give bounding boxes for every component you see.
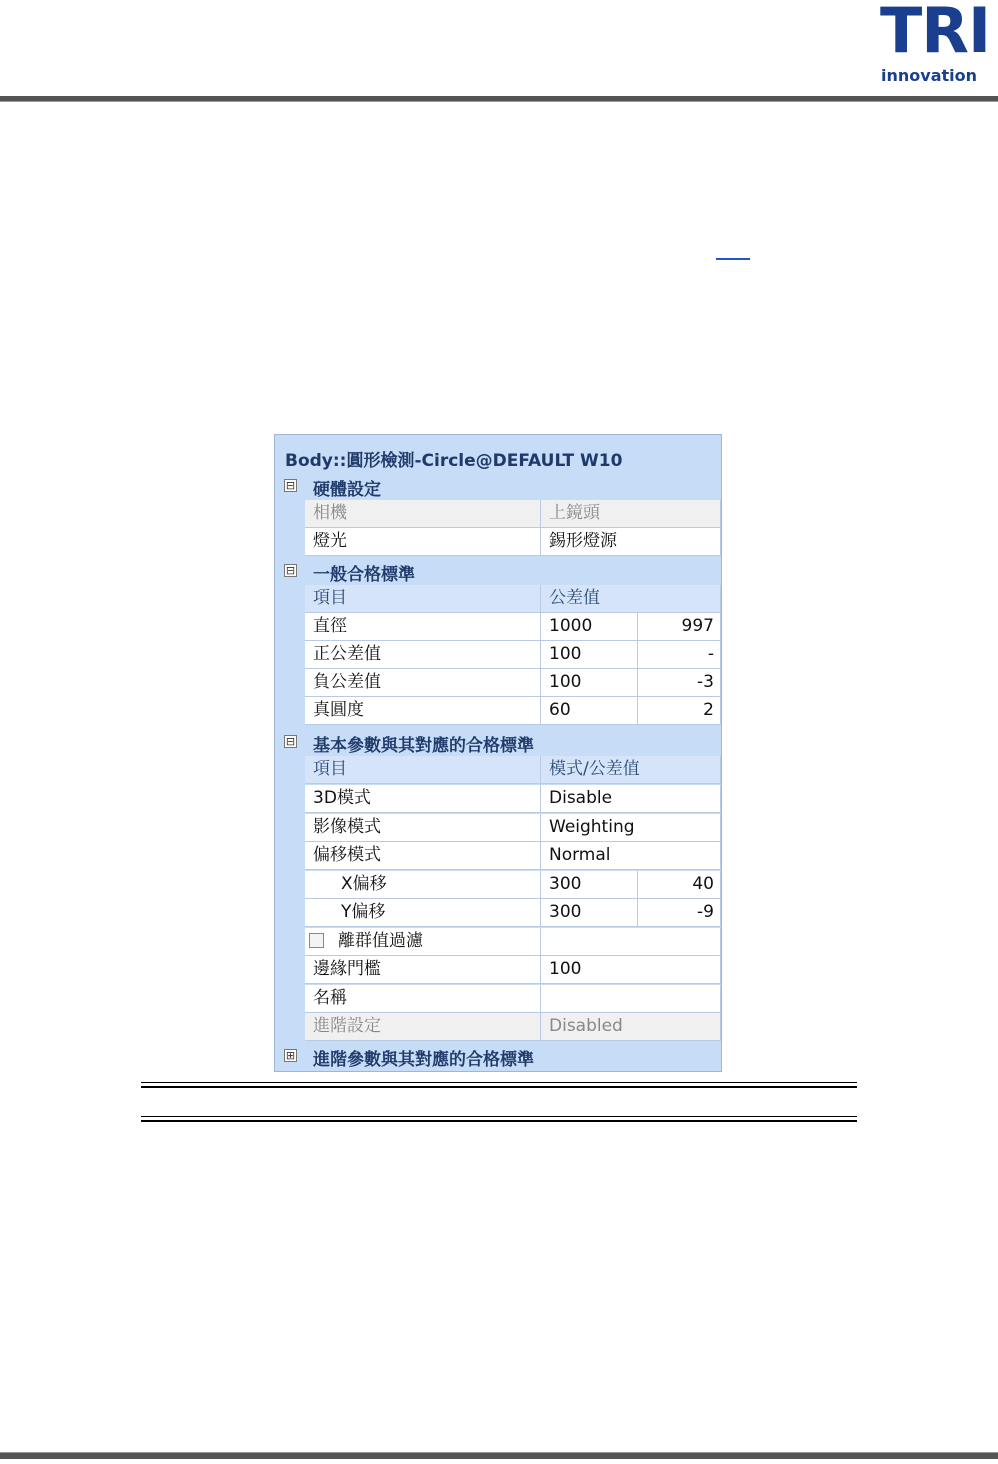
table-header-row bbox=[305, 585, 721, 613]
property-name: 真圓度 bbox=[305, 697, 541, 725]
section-label: 硬體設定 bbox=[313, 480, 381, 500]
collapse-icon[interactable]: ⊟ bbox=[285, 735, 296, 748]
property-value[interactable]: Disable bbox=[541, 785, 721, 813]
property-row-outlier-filter[interactable] bbox=[305, 928, 721, 956]
caption-bottom-rule-thick bbox=[141, 1120, 857, 1122]
section-general-criteria[interactable] bbox=[275, 557, 721, 585]
logo-main-text: TRI bbox=[880, 0, 991, 67]
property-value[interactable]: 300 bbox=[541, 871, 638, 899]
section-hardware[interactable] bbox=[275, 472, 721, 500]
section-basic-params[interactable] bbox=[275, 728, 721, 756]
measured-value: - bbox=[638, 641, 721, 669]
logo-sub-text: innovation bbox=[881, 66, 977, 85]
property-name: Y偏移 bbox=[305, 899, 541, 927]
property-row-negative-tolerance[interactable] bbox=[305, 669, 721, 697]
section-label: 基本參數與其對應的合格標準 bbox=[313, 736, 534, 756]
property-name: X偏移 bbox=[305, 871, 541, 899]
property-row-x-offset[interactable] bbox=[305, 871, 721, 899]
caption-top-rule-thick bbox=[141, 1086, 857, 1088]
collapse-icon[interactable]: ⊟ bbox=[285, 479, 296, 492]
property-value[interactable]: 錫形燈源 bbox=[541, 528, 721, 556]
property-row-light[interactable] bbox=[305, 528, 721, 556]
link-underline-fragment bbox=[716, 258, 750, 260]
measured-value: -3 bbox=[638, 669, 721, 697]
property-value[interactable]: 100 bbox=[541, 956, 721, 984]
property-name: 影像模式 bbox=[305, 814, 541, 842]
checkbox-label: 離群值過濾 bbox=[338, 931, 423, 951]
property-row-edge-threshold[interactable] bbox=[305, 956, 721, 984]
property-row-3d-mode[interactable] bbox=[305, 785, 721, 813]
table-header-row bbox=[305, 756, 721, 784]
property-row-camera bbox=[305, 500, 721, 528]
property-value[interactable]: 100 bbox=[541, 641, 638, 669]
measured-value: -9 bbox=[638, 899, 721, 927]
property-name: 進階設定 bbox=[305, 1013, 541, 1041]
property-name: 直徑 bbox=[305, 613, 541, 641]
property-name: 相機 bbox=[305, 500, 541, 528]
property-row-diameter[interactable] bbox=[305, 613, 721, 641]
property-row-positive-tolerance[interactable] bbox=[305, 641, 721, 669]
property-panel bbox=[274, 434, 722, 1072]
property-name: 邊緣門檻 bbox=[305, 956, 541, 984]
column-header-item: 項目 bbox=[305, 756, 541, 784]
caption-top-rule bbox=[141, 1082, 857, 1083]
section-label: 一般合格標準 bbox=[313, 565, 415, 585]
property-name: 偏移模式 bbox=[305, 842, 541, 870]
property-row-roundness[interactable] bbox=[305, 697, 721, 725]
property-value: 上鏡頭 bbox=[541, 500, 721, 528]
property-row-image-mode[interactable] bbox=[305, 814, 721, 842]
property-value[interactable]: Normal bbox=[541, 842, 721, 870]
column-header-mode-tolerance: 模式/公差值 bbox=[541, 756, 721, 784]
tri-logo bbox=[874, 2, 996, 90]
outlier-filter-checkbox[interactable] bbox=[309, 933, 324, 948]
measured-value: 997 bbox=[638, 613, 721, 641]
property-value[interactable]: 60 bbox=[541, 697, 638, 725]
property-row-name[interactable] bbox=[305, 985, 721, 1013]
property-name: 正公差值 bbox=[305, 641, 541, 669]
property-name: 名稱 bbox=[305, 985, 541, 1013]
property-row-offset-mode[interactable] bbox=[305, 842, 721, 870]
section-label: 進階參數與其對應的合格標準 bbox=[313, 1050, 534, 1070]
panel-title: Body::圓形檢測-Circle@DEFAULT W10 bbox=[285, 451, 623, 471]
property-name: 3D模式 bbox=[305, 785, 541, 813]
property-value[interactable] bbox=[541, 985, 721, 1013]
header-divider bbox=[0, 96, 998, 102]
property-row-advanced-settings bbox=[305, 1013, 721, 1041]
property-value[interactable]: Weighting bbox=[541, 814, 721, 842]
caption-bottom-rule bbox=[141, 1116, 857, 1117]
property-value[interactable]: 100 bbox=[541, 669, 638, 697]
property-value[interactable]: 1000 bbox=[541, 613, 638, 641]
column-header-tolerance: 公差值 bbox=[541, 585, 721, 613]
column-header-item: 項目 bbox=[305, 585, 541, 613]
property-name: 負公差值 bbox=[305, 669, 541, 697]
measured-value: 40 bbox=[638, 871, 721, 899]
measured-value: 2 bbox=[638, 697, 721, 725]
property-value[interactable]: 300 bbox=[541, 899, 638, 927]
footer-divider bbox=[0, 1452, 998, 1459]
property-name bbox=[305, 928, 541, 956]
property-row-y-offset[interactable] bbox=[305, 899, 721, 927]
expand-icon[interactable]: ⊞ bbox=[285, 1049, 296, 1062]
property-name: 燈光 bbox=[305, 528, 541, 556]
property-value[interactable] bbox=[541, 928, 721, 956]
property-value: Disabled bbox=[541, 1013, 721, 1041]
section-advanced-params[interactable] bbox=[275, 1042, 721, 1070]
collapse-icon[interactable]: ⊟ bbox=[285, 564, 296, 577]
